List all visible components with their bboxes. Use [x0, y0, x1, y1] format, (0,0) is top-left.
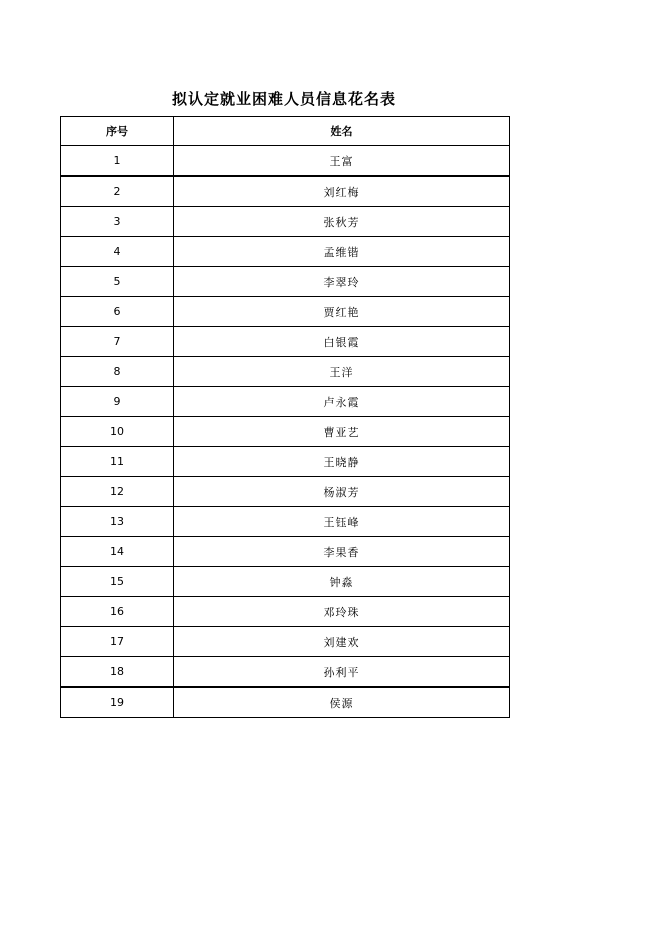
serial-number-cell: 13: [61, 507, 174, 537]
table-row: [61, 267, 510, 297]
table-body: [61, 146, 510, 718]
person-name-cell: 钟淼: [174, 567, 510, 597]
table-row: [61, 237, 510, 267]
table-row: [61, 387, 510, 417]
serial-number-cell: 10: [61, 417, 174, 447]
table-row: [61, 657, 510, 688]
person-name-cell: 王富: [174, 146, 510, 177]
table-row: [61, 207, 510, 237]
serial-number-cell: 16: [61, 597, 174, 627]
table-row: [61, 507, 510, 537]
serial-number-cell: 15: [61, 567, 174, 597]
person-name-cell: 张秋芳: [174, 207, 510, 237]
serial-number-cell: 18: [61, 657, 174, 688]
person-name-cell: 刘红梅: [174, 176, 510, 207]
column-header-serial: 序号: [61, 117, 174, 146]
table-row: [61, 417, 510, 447]
person-name-cell: 贾红艳: [174, 297, 510, 327]
table-row: [61, 447, 510, 477]
serial-number-cell: 19: [61, 687, 174, 718]
person-name-cell: 刘建欢: [174, 627, 510, 657]
roster-table: [60, 116, 510, 718]
table-row: [61, 627, 510, 657]
serial-number-cell: 17: [61, 627, 174, 657]
person-name-cell: 王洋: [174, 357, 510, 387]
serial-number-cell: 9: [61, 387, 174, 417]
table-row: [61, 357, 510, 387]
person-name-cell: 侯源: [174, 687, 510, 718]
table-row: [61, 537, 510, 567]
person-name-cell: 白银霞: [174, 327, 510, 357]
person-name-cell: 邓玲珠: [174, 597, 510, 627]
table-row: [61, 297, 510, 327]
table-row: [61, 146, 510, 177]
person-name-cell: 李翠玲: [174, 267, 510, 297]
serial-number-cell: 4: [61, 237, 174, 267]
serial-number-cell: 1: [61, 146, 174, 177]
person-name-cell: 王钰峰: [174, 507, 510, 537]
person-name-cell: 卢永霞: [174, 387, 510, 417]
person-name-cell: 孙利平: [174, 657, 510, 688]
serial-number-cell: 8: [61, 357, 174, 387]
serial-number-cell: 12: [61, 477, 174, 507]
table-header-row: [61, 117, 510, 146]
person-name-cell: 王晓静: [174, 447, 510, 477]
serial-number-cell: 7: [61, 327, 174, 357]
table-row: [61, 176, 510, 207]
person-name-cell: 曹亚艺: [174, 417, 510, 447]
table-row: [61, 687, 510, 718]
serial-number-cell: 11: [61, 447, 174, 477]
serial-number-cell: 6: [61, 297, 174, 327]
column-header-name: 姓名: [174, 117, 510, 146]
person-name-cell: 杨淑芳: [174, 477, 510, 507]
person-name-cell: 李果香: [174, 537, 510, 567]
serial-number-cell: 5: [61, 267, 174, 297]
person-name-cell: 孟维锴: [174, 237, 510, 267]
serial-number-cell: 2: [61, 176, 174, 207]
page-title: 拟认定就业困难人员信息花名表: [171, 90, 396, 108]
serial-number-cell: 14: [61, 537, 174, 567]
serial-number-cell: 3: [61, 207, 174, 237]
table-row: [61, 567, 510, 597]
table-row: [61, 477, 510, 507]
table-row: [61, 327, 510, 357]
table-row: [61, 597, 510, 627]
